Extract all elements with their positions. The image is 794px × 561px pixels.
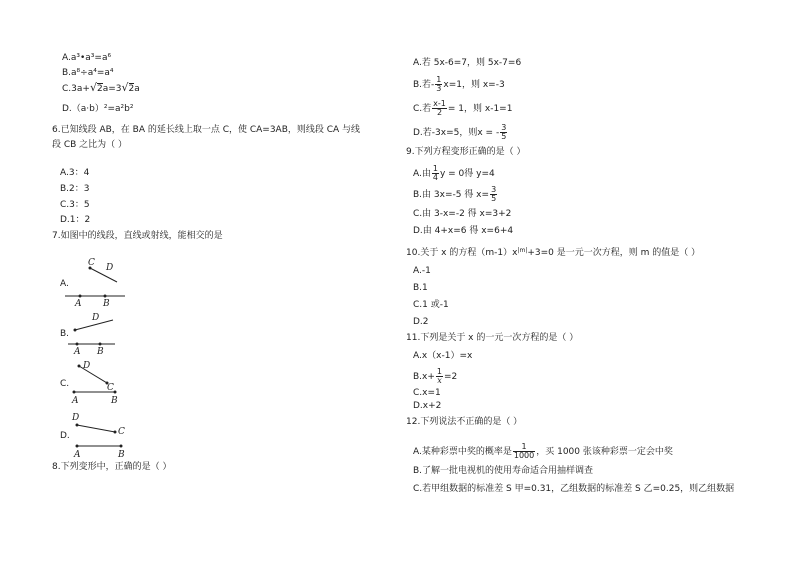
question-10: 10.关于 x 的方程$(m-1)x^{|m|}+3=0$ 是一元一次方程，则 m 的值是（ ） xyxy=(406,247,701,258)
fig-c-point-b xyxy=(114,391,117,394)
fig-a-label-d: D xyxy=(106,263,114,273)
option-a-prev: A.a³•a³=a⁶ xyxy=(62,53,112,63)
question-6-line2: 段 CB 之比为（ ） xyxy=(52,140,128,150)
option-c-prev: C.3a+√2a=3√2a xyxy=(62,81,140,94)
fig-b-point-a xyxy=(76,343,79,346)
question-9-option-c: C.由 3-x=-2 得 x=3+2 xyxy=(413,209,512,219)
question-8-option-a: A.若 5x-6=7，则 5x-7=6 xyxy=(413,58,522,68)
question-12-option-a: A.某种彩票中奖的概率是 $\frac{1}{1000}$ ，买 1000 张该种彩票一定会中奖 xyxy=(413,442,673,460)
fig-b-label-a: A xyxy=(74,347,81,357)
fig-d-point-c xyxy=(114,431,117,434)
question-8-option-d: D.若-3x=5，则x = - $\frac{3}{5}$ xyxy=(413,123,507,141)
fig-b-point-c xyxy=(74,329,77,332)
question-8-option-c: C.若 $\frac{x-1}{2}$ = 1，则 x-1=1 xyxy=(413,99,513,117)
fig-c-point-d xyxy=(78,365,81,368)
question-9-option-a: A.由 $\frac{1}{4}$ y = 0得 y=4 xyxy=(413,164,495,182)
fig-d-segment-dc xyxy=(77,425,115,432)
question-12-option-b: B.了解一批电视机的使用寿命适合用抽样调查 xyxy=(413,466,594,476)
fig-a-label-b: B xyxy=(103,299,110,309)
fig-b-label: B. xyxy=(60,329,70,339)
question-7: 7.如图中的线段，直线或射线，能相交的是 xyxy=(52,231,223,241)
fig-b-point-b xyxy=(99,343,102,346)
fig-c-label-a: A xyxy=(72,396,79,406)
question-9: 9.下列方程变形正确的是（ ） xyxy=(406,147,526,157)
fig-a-label-c: C xyxy=(88,258,95,268)
question-11-option-a: A.x（x-1）=x xyxy=(413,351,473,361)
question-11-option-b: B.x+ $\frac{1}{x}$ =2 xyxy=(413,367,458,385)
question-11-option-c: C.x=1 xyxy=(413,388,441,398)
question-12: 12.下列说法不正确的是（ ） xyxy=(406,417,523,427)
question-10-option-d: D.2 xyxy=(413,317,429,327)
question-6-option-c: C.3：5 xyxy=(60,200,90,210)
fig-c-label: C. xyxy=(60,379,70,389)
fig-d-label: D. xyxy=(60,431,70,441)
fig-b-label-b: B xyxy=(97,347,104,357)
question-6-option-d: D.1：2 xyxy=(60,215,91,225)
fig-d-label-a: A xyxy=(74,450,81,460)
question-10-option-b: B.1 xyxy=(413,283,428,293)
question-9-option-b: B.由 3x=-5 得 x= $\frac{3}{5}$ xyxy=(413,185,497,203)
fig-b-label-d: D xyxy=(92,313,100,323)
fig-d-point-b xyxy=(120,445,123,448)
question-9-option-d: D.由 4+x=6 得 x=6+4 xyxy=(413,226,514,236)
fig-d-label-b: B xyxy=(118,450,125,460)
question-8-option-b: B.若- $\frac{1}{3}$ x=1，则 x=-3 xyxy=(413,75,505,93)
question-11-option-d: D.x+2 xyxy=(413,401,442,411)
question-6-line1: 6.已知线段 AB，在 BA 的延长线上取一点 C，使 CA=3AB，则线段 CA 与线 xyxy=(52,125,361,135)
fig-d-point-a xyxy=(76,445,79,448)
question-11: 11.下列是关于 x 的一元一次方程的是（ ） xyxy=(406,333,579,343)
fig-d-label-c: C xyxy=(118,427,125,437)
question-10-option-c: C.1 或-1 xyxy=(413,300,449,310)
fig-c-point-a xyxy=(73,391,76,394)
line-figures xyxy=(55,252,145,462)
question-6-option-b: B.2：3 xyxy=(60,184,90,194)
fig-a-label: A. xyxy=(60,279,69,289)
fig-c-label-c: C xyxy=(107,383,114,393)
question-6-option-a: A.3：4 xyxy=(60,168,90,178)
fig-a-point-b xyxy=(104,295,107,298)
option-b-prev: B.a⁸÷a⁴=a⁴ xyxy=(62,68,114,78)
fig-c-label-d: D xyxy=(83,361,91,371)
fig-d-label-d: D xyxy=(72,413,80,423)
fig-d-point-d xyxy=(76,424,79,427)
fig-a-point-a xyxy=(79,295,82,298)
question-12-option-c: C.若甲组数据的标准差 S 甲=0.31，乙组数据的标准差 S 乙=0.25，则乙组数据 xyxy=(413,484,735,494)
question-10-option-a: A.-1 xyxy=(413,266,431,276)
fig-a-label-a: A xyxy=(75,299,82,309)
fig-c-label-b: B xyxy=(111,396,118,406)
question-8: 8.下列变形中，正确的是（ ） xyxy=(52,462,172,472)
option-d-prev: D.（a·b）²=a²b² xyxy=(62,104,134,114)
